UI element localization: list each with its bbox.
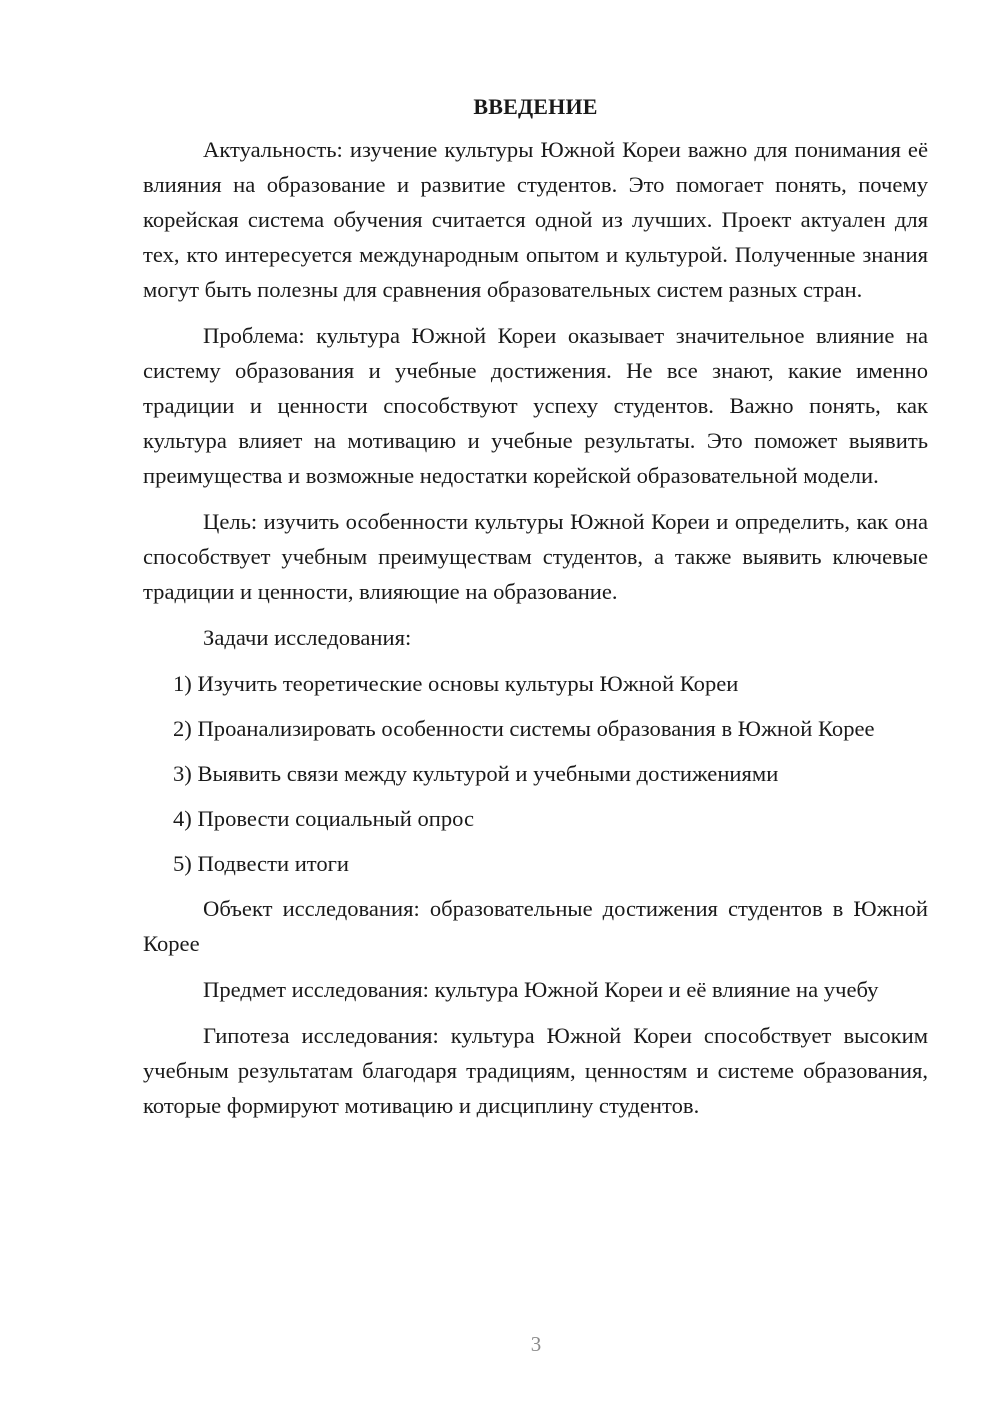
- page-number: 3: [530, 1332, 542, 1356]
- paragraph-relevance: Актуальность: изучение культуры Южной Кореи важно для понимания её влияния на образование и развитие студентов. Это помогает понять, почему корейская система обучения считается одной из лучших. Проект актуален для тех, кто интересуется международным опытом и культурой. Полученные знания могут быть полезны для сравнения образовательных систем разных стран.: [143, 137, 928, 302]
- list-item-task-3: 3) Выявить связи между культурой и учебными достижениями: [173, 761, 779, 786]
- section-heading: ВВЕДЕНИЕ: [473, 94, 598, 119]
- paragraph-subject: Предмет исследования: культура Южной Кореи и её влияние на учебу: [203, 977, 879, 1002]
- list-item-task-5: 5) Подвести итоги: [173, 851, 350, 876]
- list-item-task-4: 4) Провести социальный опрос: [173, 806, 475, 831]
- list-item-task-1: 1) Изучить теоретические основы культуры Южной Кореи: [173, 671, 739, 696]
- list-item-task-2: 2) Проанализировать особенности системы образования в Южной Корее: [173, 716, 875, 741]
- paragraph-hypothesis: Гипотеза исследования: культура Южной Кореи способствует высоким учебным результатам благодаря традициям, ценностям и системе образования, которые формируют мотивацию и дисциплину студентов.: [143, 1023, 928, 1118]
- paragraph-goal: Цель: изучить особенности культуры Южной Кореи и определить, как она способствует учебным преимуществам студентов, а также выявить ключевые традиции и ценности, влияющие на образование.: [143, 509, 928, 604]
- paragraph-tasks-title: Задачи исследования:: [203, 625, 412, 650]
- paragraph-object: Объект исследования: образовательные достижения студентов в Южной Корее: [143, 896, 928, 956]
- document-page: [143, 92, 928, 1134]
- paragraph-problem: Проблема: культура Южной Кореи оказывает значительное влияние на систему образования и учебные достижения. Не все знают, какие именно традиции и ценности способствуют успеху студентов. Важно понять, как культура влияет на мотивацию и учебные результаты. Это поможет выявить преимущества и возможные недостатки корейской образовательной модели.: [143, 323, 928, 488]
